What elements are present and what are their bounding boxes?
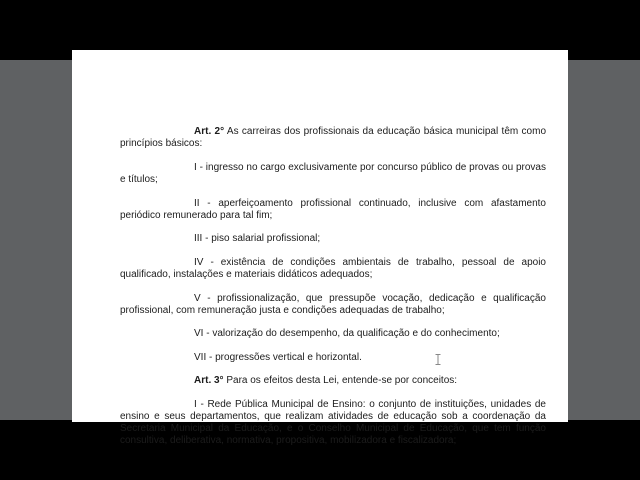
- document-page: [72, 50, 568, 446]
- paragraph-text: V - profissionalização, que pressupõe vocação, dedicação e qualificação profissional, com remuneração justa e condições adequadas de trabalho;: [120, 293, 546, 316]
- item-iii-paragraph: [120, 233, 546, 245]
- art3-item-i-paragraph: [120, 399, 546, 447]
- article-label: Art. 2°: [194, 126, 225, 137]
- paragraph-text: VII - progressões vertical e horizontal.: [194, 352, 362, 363]
- article-3-paragraph: [120, 375, 546, 387]
- paragraph-text: As carreiras dos profissionais da educação básica municipal têm como princípios básicos:: [120, 126, 547, 149]
- paragraph-text: I - ingresso no cargo exclusivamente por concurso público de provas ou provas e títulos;: [120, 162, 546, 185]
- item-ii-paragraph: [120, 198, 546, 222]
- document-viewer[interactable]: [0, 60, 640, 446]
- paragraph-text: II - aperfeiçoamento profissional continuado, inclusive com afastamento periódico remunerado para tal fim;: [120, 198, 546, 221]
- item-v-paragraph: [120, 293, 546, 317]
- item-iv-paragraph: [120, 257, 546, 281]
- paragraph-text: Para os efeitos desta Lei, entende-se por conceitos:: [223, 375, 458, 386]
- item-vi-paragraph: [120, 328, 546, 340]
- paragraph-text: I - Rede Pública Municipal de Ensino: o conjunto de instituições, unidades de ensino e seus departamentos, que realizam atividades de educação sob a coordenação da Secretaria Municipal da Educação, e o Conselho Municipal de Educação, que tem função consultiva, deliberativa, normativa, propositiva, mobilizadora e fiscalizadora;: [120, 399, 546, 446]
- item-vii-paragraph: [120, 352, 546, 364]
- paragraph-text: III - piso salarial profissional;: [194, 233, 321, 244]
- article-2-paragraph: [120, 126, 546, 150]
- text-cursor-icon: [435, 352, 441, 363]
- article-label: Art. 3°: [194, 375, 224, 386]
- paragraph-text: VI - valorização do desempenho, da qualificação e do conhecimento;: [194, 328, 500, 339]
- item-i-paragraph: [120, 162, 546, 186]
- paragraph-text: IV - existência de condições ambientais de trabalho, pessoal de apoio qualificado, instalações e materiais didáticos adequados;: [120, 257, 546, 280]
